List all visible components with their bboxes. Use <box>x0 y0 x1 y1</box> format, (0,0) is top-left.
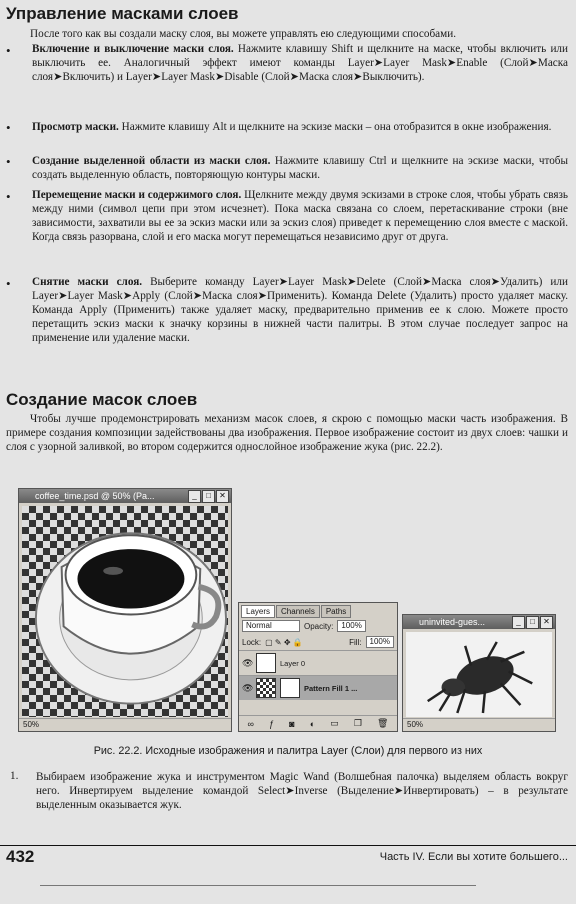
zoom-level[interactable]: 50% <box>19 718 231 731</box>
page-number: 432 <box>6 847 35 866</box>
group-icon[interactable]: ▭ <box>330 718 339 728</box>
fill-label: Fill: <box>349 637 362 647</box>
opacity-label: Opacity: <box>304 621 334 631</box>
section-title-managing-masks: Управление масками слоев <box>6 4 239 23</box>
figure-caption: Рис. 22.2. Исходные изображения и палитра Layer (Слои) для первого из них <box>93 745 483 757</box>
fill-field[interactable]: 100% <box>366 636 394 648</box>
maximize-icon[interactable]: □ <box>202 490 215 503</box>
opacity-field[interactable]: 100% <box>337 620 365 632</box>
trash-icon[interactable]: 🗑 <box>377 718 389 728</box>
bullet-marker: • <box>6 276 11 291</box>
maximize-icon[interactable]: □ <box>526 616 539 629</box>
link-icon[interactable]: ∞ <box>247 718 254 729</box>
mask-thumbnail[interactable] <box>280 678 300 698</box>
new-layer-icon[interactable]: ❐ <box>353 718 362 728</box>
beetle-image <box>406 632 552 717</box>
close-icon[interactable]: ✕ <box>216 490 229 503</box>
eye-icon[interactable]: 👁 <box>242 682 254 693</box>
step-number: 1. <box>10 770 19 782</box>
section-intro: После того как вы создали маску слоя, вы можете управлять ею следующими способами. <box>30 28 457 40</box>
eye-icon[interactable]: 👁 <box>242 657 254 668</box>
bullet-marker: • <box>6 189 11 204</box>
layer-row[interactable] <box>239 650 397 675</box>
step-text: Выбираем изображение жука и инструментом Magic Wand (Волшебная палочка) выделяем область вокруг него. Инвертируем выделение командой Select➤Inverse (Выделение➤Инвертировать) – в результате выделенным оказывается жук. <box>36 771 568 812</box>
coffee-cup-image <box>22 506 228 717</box>
lock-icons[interactable]: ▢ ✎ ✥ 🔒 <box>265 637 303 647</box>
tab-channels[interactable]: Channels <box>276 605 320 618</box>
image-window-bug <box>402 614 556 732</box>
bullet-marker: • <box>6 120 11 135</box>
bullet-view-mask: Просмотр маски. Нажмите клавишу Alt и щелкните на эскизе маски – она отобразится в окне изображения. <box>32 121 552 133</box>
section-paragraph: Чтобы лучше продемонстрировать механизм масок слоев, я скрою с помощью маски часть изображения. В примере создания композиции задействованы два изображения. Первое изображение состоит из двух слоев: чашки и слоя с узорной заливкой, во втором содержится однослойное изображение жука (рис. 22.2). <box>6 413 568 454</box>
bottom-rule <box>40 885 476 886</box>
window-titlebar[interactable]: uninvited-gues... _ □ ✕ <box>403 615 555 629</box>
minimize-icon[interactable]: _ <box>188 490 201 503</box>
bullet-selection-from-mask: Создание выделенной области из маски слоя. Нажмите клавишу Ctrl и щелкните на эскизе маски, чтобы создать выделенную область, повторяющую контуры маски. <box>32 155 569 182</box>
layer-thumbnail <box>256 653 276 673</box>
bullet-marker: • <box>6 43 11 58</box>
zoom-level[interactable]: 50% <box>403 718 555 731</box>
layer-thumbnail <box>256 678 276 698</box>
layer-row[interactable] <box>239 675 397 700</box>
layer-name: Layer 0 <box>280 658 306 668</box>
figure-22-2 <box>18 484 558 736</box>
window-titlebar[interactable]: coffee_time.psd @ 50% (Pa... _ □ ✕ <box>19 489 231 503</box>
footer-divider <box>0 845 576 846</box>
tab-layers[interactable]: Layers <box>241 605 275 618</box>
minimize-icon[interactable]: _ <box>512 616 525 629</box>
image-window-coffee <box>18 488 232 732</box>
bullet-toggle-mask: Включение и выключение маски слоя. Нажмите клавишу Shift и щелкните на маске, чтобы включить или выключить ее. Аналогичный эффект имеют команды Layer➤Layer Mask➤Enable (Слой➤Маска слоя➤Включить) и Layer➤Layer Mask➤Disable (Слой➤Маска слоя➤Выключить). <box>32 43 568 84</box>
layer-name: Pattern Fill 1 ... <box>304 683 358 693</box>
close-icon[interactable]: ✕ <box>540 616 553 629</box>
add-mask-icon[interactable]: ◙ <box>289 718 295 729</box>
layers-palette <box>238 602 398 732</box>
lock-label: Lock: <box>242 637 262 647</box>
bullet-marker: • <box>6 154 11 169</box>
pattern-fill-canvas <box>22 506 228 717</box>
bullet-move-mask: Перемещение маски и содержимого слоя. Щелкните между двумя эскизами в строке слоя, чтобы убрать связь между ними (символ цепи при этом исчезнет). Пока маска связана со слоем, перетаскивание строки (вне зависимости, захватили вы ее за эскиз маски или за эскиз слоя) приведет к перемещению слоя вместе с маской. Когда связь разорвана, слой и его маска могут перемещаться независимо друг от друга. <box>32 189 568 244</box>
palette-toolbar <box>239 715 397 731</box>
tab-paths[interactable]: Paths <box>321 605 351 618</box>
adjustment-icon[interactable]: ◐ <box>309 718 316 729</box>
bullet-remove-mask: Снятие маски слоя. Выберите команду Layer➤Layer Mask➤Delete (Слой➤Маска слоя➤Удалить) или Layer➤Layer Mask➤Apply (Слой➤Маска слоя➤Применить). Команда Delete (Удалить) просто удаляет маску. Команда Apply (Применить) также удаляет маску, предварительно применив ее к слою. Можете просто перетащить эскиз маски к значку корзины в нижней части палитры. В этом случае последует запрос на применение или удаление маски. <box>32 276 568 345</box>
running-footer: Часть IV. Если вы хотите большего... <box>379 851 568 863</box>
bug-canvas <box>406 632 552 717</box>
section-title-creating-masks: Создание масок слоев <box>6 390 198 409</box>
blend-mode-select[interactable]: Normal <box>242 620 300 632</box>
add-style-icon[interactable]: ƒ <box>269 718 275 729</box>
